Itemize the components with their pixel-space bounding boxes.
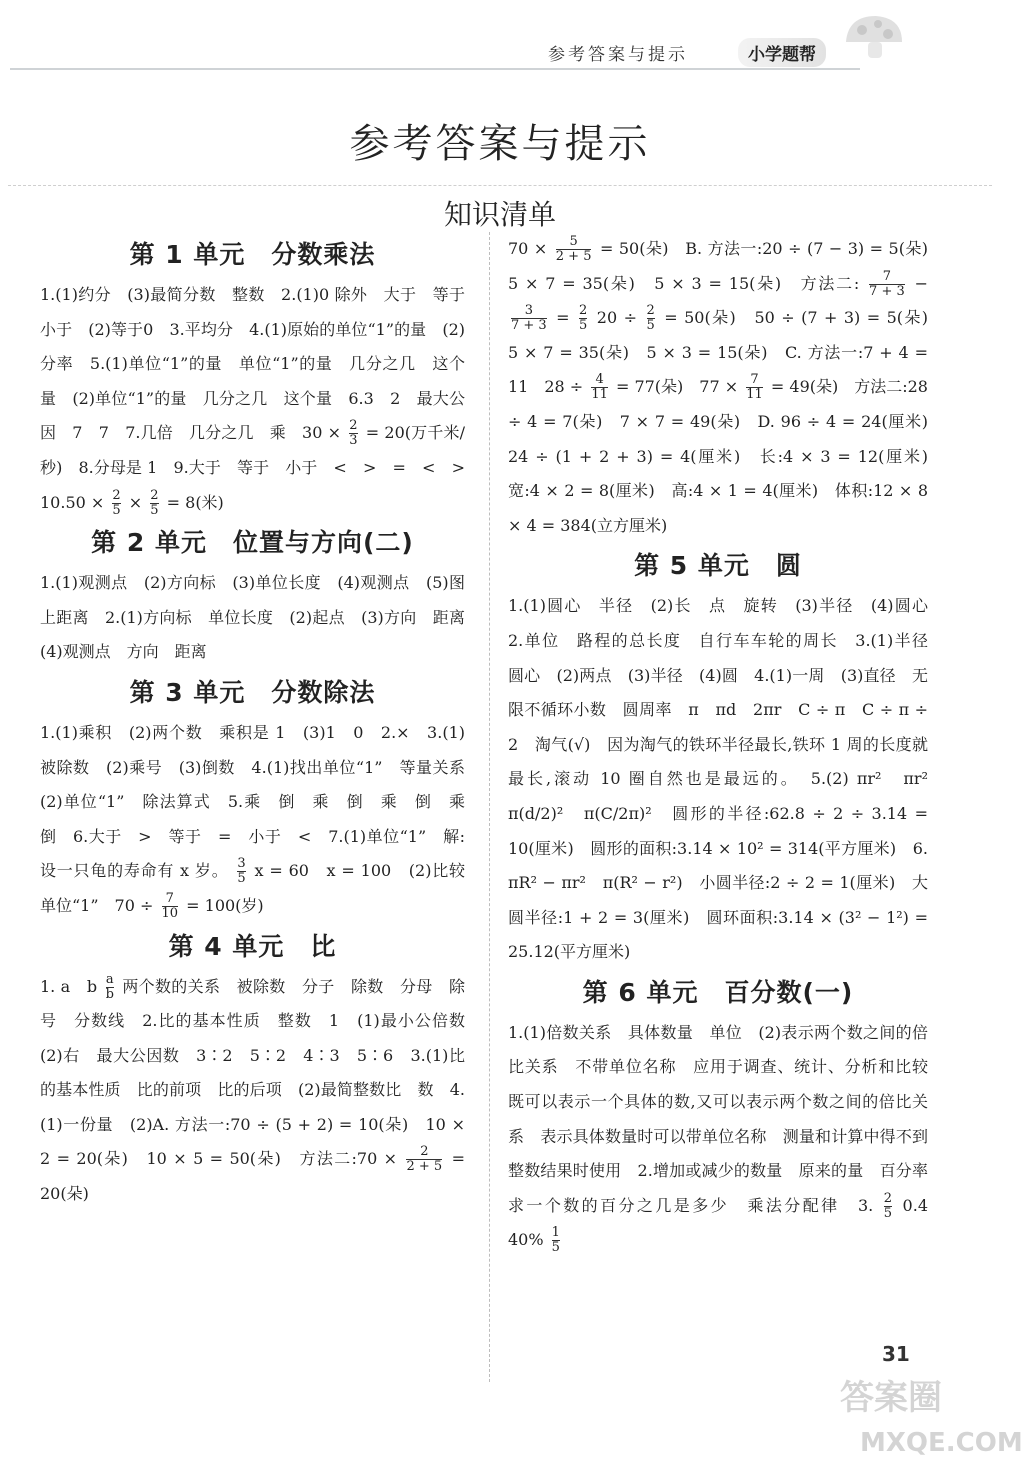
fraction: $\frac{7}{7 + 3}$ xyxy=(869,268,905,299)
u6-text-2: 0.4 40% xyxy=(508,1195,945,1250)
unit-3-title: 第 3 单元 分数除法 xyxy=(129,677,376,707)
minus-sign: − xyxy=(914,273,928,293)
r-text-3: = 77(朵) 77 × xyxy=(615,377,739,397)
u1-text-2: = 20(万千米/秒) 8.分母是 1 9.大于 等于 小于 < > = < > 10.50 × xyxy=(40,423,482,512)
fraction: $\frac{1}{5}$ xyxy=(551,1225,560,1256)
page-title: 参考答案与提示 xyxy=(349,121,651,167)
fraction: $\frac{2}{5}$ xyxy=(112,487,121,518)
fraction: $\frac{2}{5}$ xyxy=(883,1190,893,1221)
fraction: $\frac{5}{2 + 5}$ xyxy=(555,234,592,264)
section-title: 知识清单 xyxy=(443,198,556,231)
left-column xyxy=(40,232,482,1212)
r-text-1: 20 ÷ xyxy=(596,308,638,328)
title-divider xyxy=(8,185,992,186)
page-header xyxy=(0,0,1000,80)
watermark-url: MXQE.COM xyxy=(860,1428,1023,1458)
fraction: $\frac{7}{11}$ xyxy=(746,372,763,403)
unit-4-answers xyxy=(40,970,482,1212)
unit-6-title: 第 6 单元 百分数(一) xyxy=(582,977,854,1007)
unit-5-answers: 1.(1)圆心 半径 (2)长 点 旋转 (3)半径 (4)圆心 2.单位 路程的总长度 自行车车轮的周长 3.(1)半径 圆心 (2)两点 (3)半径 (4)圆 4.(1)一周 (3)直径 无限不循环小数 圆周率 π πd 2πr C ÷ π C ÷ π ÷ 2 淘气(√) 因为淘气的铁环半径最长,铁环 1 周的长度就最长,滚动 10 圈自然也是最远的。 5.(2) πr² πr² π(d/2)² π(C/2π)² 圆形的半径:62.8 ÷ 2 ÷ 3.14 = 10(厘米) 圆形的面积:3.14 × 10² = 314(平方厘米) 6. πR² − πr² π(R² − r²) 小圆半径:2 ÷ 2 = 1(厘米) 大圆半径:1 + 2 = 3(厘米) 圆环面积:3.14 × (3² − 1²) = 25.12(平方厘米) xyxy=(508,596,945,962)
r-text-2: = 50(朵) 50 ÷ (7 + 3) = 5(朵) 5 × 7 = 35(朵) 5 × 3 = 15(朵) C. 方法一:7 + 4 = 11 28 ÷ xyxy=(508,308,945,397)
unit-1-answers xyxy=(40,278,482,520)
fraction: $\frac{2}{2 + 5}$ xyxy=(406,1144,443,1175)
times-sign: × xyxy=(128,492,143,512)
mushroom-logo-icon xyxy=(842,12,906,60)
unit-4-title: 第 4 单元 比 xyxy=(168,931,337,961)
u3-text-1: 1.(1)乘积 (2)两个数 乘积是 1 (3)1 0 2.× 3.(1)被除数 (2)乘号 (3)倒数 4.(1)找出单位“1” 等量关系 (2)单位“1” 除法算式 5.乘 倒 乘 倒 乘 倒 乘 倒 6.大于 > 等于 = 小于 < 7.(1)单位“1” 解:设一只龟的寿命有 x 岁。 xyxy=(40,722,482,881)
u1-text-3: = 8(米) xyxy=(166,492,224,512)
unit-5-title: 第 5 单元 圆 xyxy=(634,551,802,581)
unit-3-answers xyxy=(40,716,482,924)
fraction: $\frac{3}{5}$ xyxy=(237,856,246,887)
right-column xyxy=(508,232,945,1258)
u4-text-2: 两个数的关系 被除数 分子 除数 分母 除号 分数线 2.比的基本性质 整数 1 (1)最小公倍数 (2)右 最大公因数 3∶2 5∶2 4∶3 5∶6 3.(1)比的基本性质 比的前项 比的后项 (2)最简整数比 数 4.(1)一份量 (2)A. 方法一:70 ÷ (5 + 2) = 10(朵) 10 × 2 = 20(朵) 10 × 5 = 50(朵) 方法二:70 × xyxy=(40,976,482,1169)
header-rule xyxy=(10,68,860,70)
equals-sign: = xyxy=(556,308,570,328)
header-title: 参考答案与提示 xyxy=(548,45,688,65)
fraction: $\frac{4}{11}$ xyxy=(591,372,608,403)
r-text-4: = 49(朵) 方法二:28 ÷ 4 = 7(朵) 7 × 7 = 49(朵) D. 96 ÷ 4 = 24(厘米) 24 ÷ (1 + 2 + 3) = 4(厘米) 长:4 × 3 = 12(厘米) 宽:4 × 2 = 8(厘米) 高:4 × 1 = 4(厘米) 体积:12 × 8 × 4 = 384(立方厘米) xyxy=(508,377,945,535)
unit-1-title: 第 1 单元 分数乘法 xyxy=(129,240,376,269)
u6-text-1: 1.(1)倍数关系 具体数量 单位 (2)表示两个数之间的倍比关系 不带单位名称 应用于调查、统计、分析和比较 既可以表示一个具体的数,又可以表示两个数之间的倍比关系 表示具体数量时可以带单位名称 测量和计算中得不到整数结果时使用 2.增加或减少的数量 原来的量 百分率 求一个数的百分之几是多少 乘法分配律 3. xyxy=(508,1022,945,1215)
header-brand: 小学题帮 xyxy=(738,38,826,67)
u1-text-1: 1.(1)约分 (3)最简分数 整数 2.(1)0 除外 大于 等于 小于 (2)等于0 3.平均分 4.(1)原始的单位“1”的量 (2)分率 5.(1)单位“1”的量 单位“1”的量 几分之几 这个量 (2)单位“1”的量 几分之几 这个量 6.3 2 最大公因 7 7 7.几倍 几分之几 乘 30 × xyxy=(40,285,482,443)
u3-text-3: = 100(岁) xyxy=(186,895,264,915)
fraction: $\frac{2}{5}$ xyxy=(646,303,655,334)
r-text-0b: = 50(朵) B. 方法一:20 ÷ (7 − 3) = 5(朵) 5 × 7 = 35(朵) 5 × 3 = 15(朵) 方法二: xyxy=(508,239,945,293)
unit-6-answers xyxy=(508,1016,945,1258)
fraction: $\frac{2}{3}$ xyxy=(349,418,358,449)
fraction: $\frac{3}{7 + 3}$ xyxy=(511,303,547,334)
u4-text-3: = 20(朵) xyxy=(40,1149,465,1204)
fraction: $\frac{a}{b}$ xyxy=(105,971,114,1002)
unit-4-continued xyxy=(508,232,945,543)
watermark: 答案圈 xyxy=(840,1378,942,1418)
page-number: 31 xyxy=(882,1342,910,1366)
u3-text-2: x = 60 x = 100 (2)比较 单位“1” 70 ÷ xyxy=(40,861,481,915)
unit-2-title: 第 2 单元 位置与方向(二) xyxy=(91,528,414,558)
column-divider xyxy=(489,232,490,1382)
u4-text-1: 1. a b xyxy=(40,976,98,996)
unit-2-answers: 1.(1)观测点 (2)方向标 (3)单位长度 (4)观测点 (5)图上距离 2.(1)方向标 单位长度 (2)起点 (3)方向 距离 (4)观测点 方向 距离 xyxy=(40,573,482,662)
fraction: $\frac{2}{5}$ xyxy=(579,303,588,334)
fraction: $\frac{7}{10}$ xyxy=(161,890,179,921)
r-text-0a: 70 × xyxy=(508,239,548,258)
fraction: $\frac{2}{5}$ xyxy=(150,487,159,518)
